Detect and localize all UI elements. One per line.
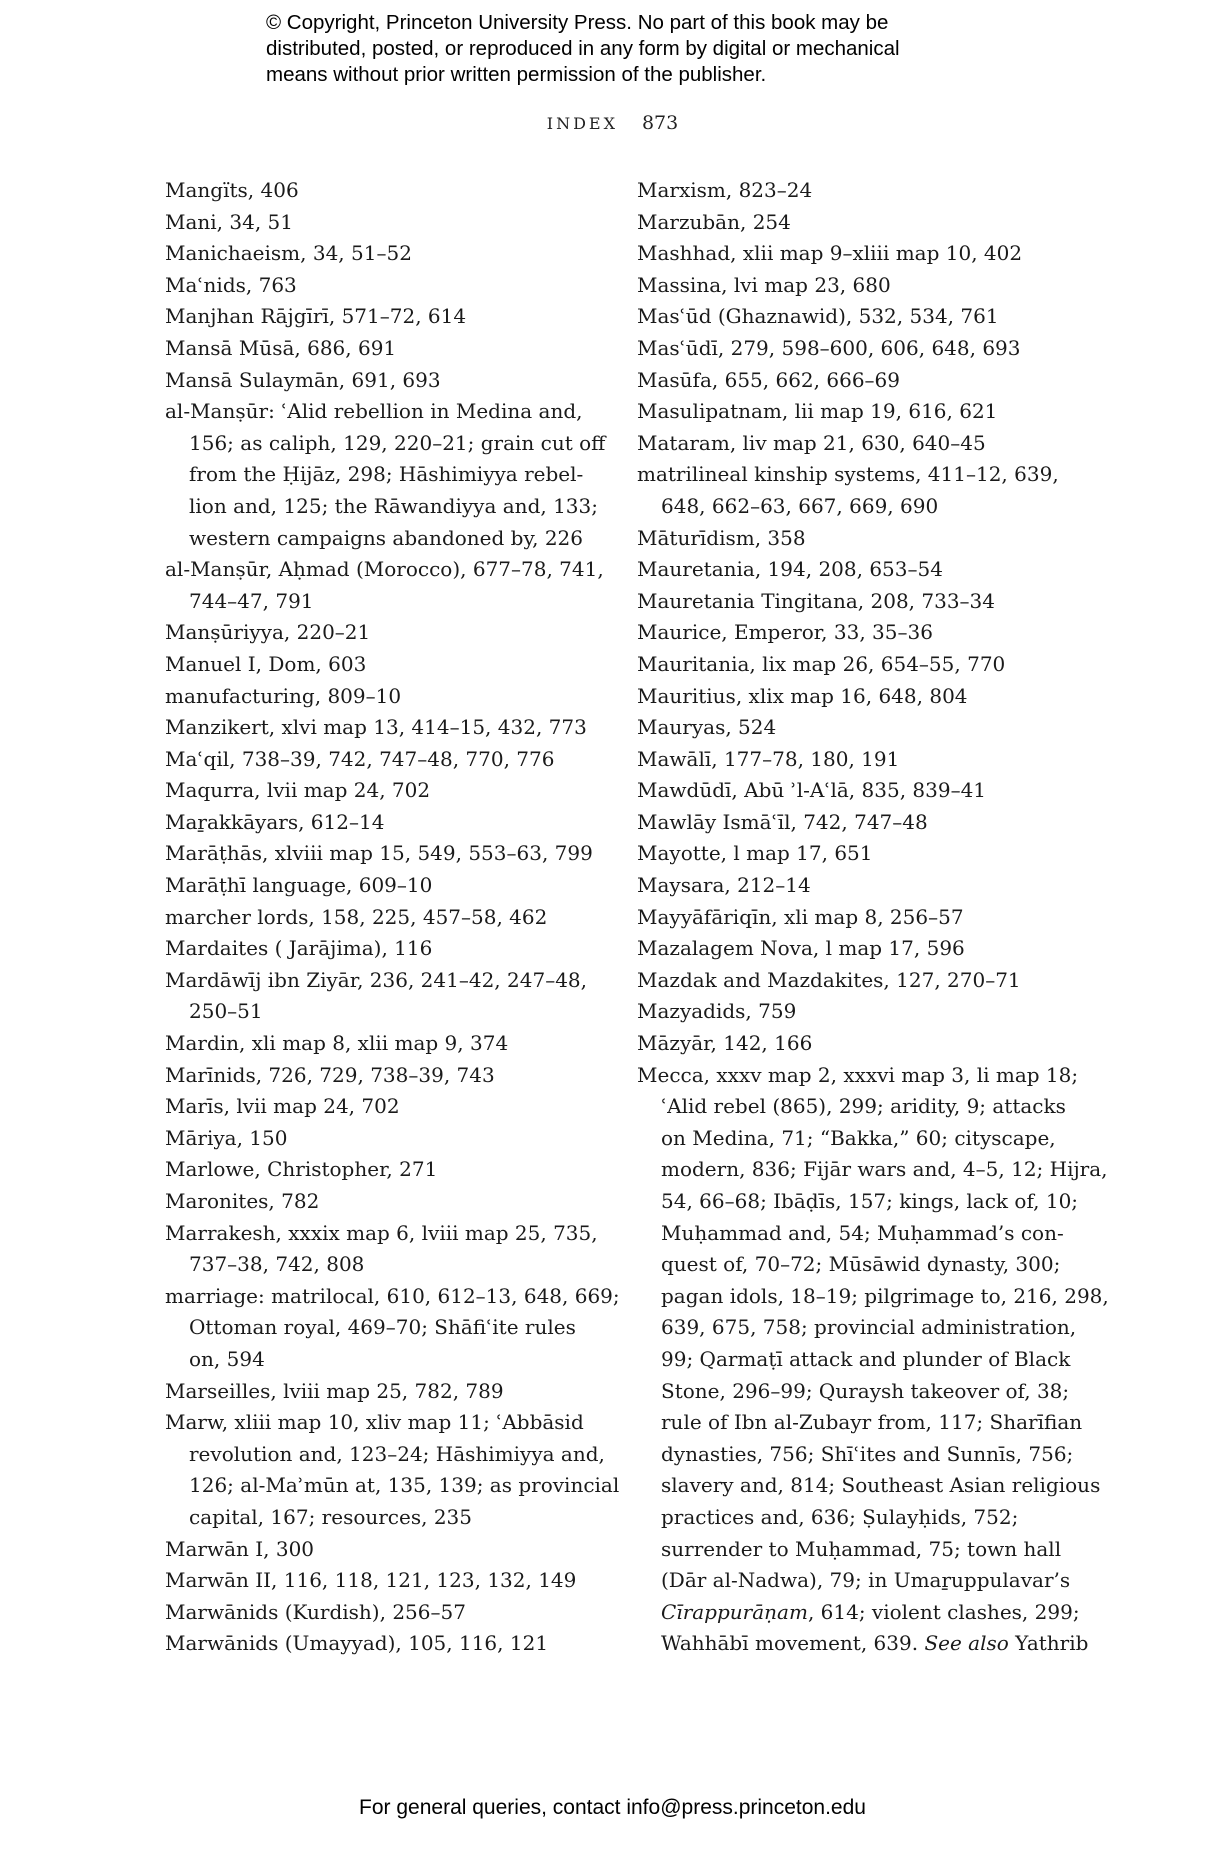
index-entry [637, 617, 1077, 649]
index-entry-line: Mazdak and Mazdakites, 127, 270–71 [637, 967, 1021, 992]
running-head [0, 112, 1225, 134]
index-entry-line: Mansā Sulaymān, 691, 693 [165, 367, 441, 392]
index-entry-line: Mardaites ( Jarājima), 116 [165, 936, 433, 961]
index-entry [637, 681, 1077, 713]
index-entry [165, 933, 615, 965]
index-entry-line: manufacturing, 809–10 [165, 683, 402, 708]
index-entry-line: Mazalagem Nova, l map 17, 596 [637, 936, 965, 961]
index-entry [637, 649, 1077, 681]
index-entry-line: Marāṭhī language, 609–10 [165, 873, 433, 898]
index-entry-line: Mawlāy Ismāʿīl, 742, 747–48 [637, 809, 928, 834]
index-entry [165, 681, 615, 713]
index-entry-line: Mauretania Tingitana, 208, 733–34 [637, 588, 996, 613]
index-entry-line: Cīrappurāṇam, 614; violent clashes, 299; [661, 1599, 1080, 1624]
copyright-notice [266, 10, 1026, 88]
index-entry-line: dynasties, 756; Shīʿites and Sunnīs, 756; [661, 1441, 1074, 1466]
index-entry [165, 175, 615, 207]
index-entry-line: Maysara, 212–14 [637, 873, 811, 898]
index-entry-line: Ottoman royal, 469–70; Shāfiʿite rules [189, 1315, 576, 1340]
index-entry [637, 396, 1077, 428]
index-entry [637, 775, 1077, 807]
index-entry [637, 902, 1077, 934]
index-entry-line: on Medina, 71; “Bakka,” 60; cityscape, [661, 1125, 1056, 1150]
copyright-line: © Copyright, Princeton University Press. No part of this book may be [266, 11, 889, 34]
index-entry-line: Marīnids, 726, 729, 738–39, 743 [165, 1062, 495, 1087]
index-entry [637, 1060, 1109, 1660]
index-entry-line: al-Manṣūr: ʿAlid rebellion in Medina and, [165, 399, 583, 424]
index-entry-line: Wahhābī movement, 639. See also Yathrib [661, 1631, 1089, 1656]
index-entry-line: Mani, 34, 51 [165, 209, 294, 234]
index-entry-line: Maʿnids, 763 [165, 272, 297, 297]
index-entry-line: Māzyār, 142, 166 [637, 1031, 813, 1056]
index-entry-line: Mawdūdī, Abū ʾl-Aʿlā, 835, 839–41 [637, 778, 987, 803]
index-entry-line: Mardāwīj ibn Ziyār, 236, 241–42, 247–48, [165, 967, 588, 992]
index-entry-line: Mayotte, l map 17, 651 [637, 841, 873, 866]
index-entry-line: Mataram, liv map 21, 630, 640–45 [637, 430, 986, 455]
index-entry [165, 965, 615, 1028]
index-entry-line: Mawālī, 177–78, 180, 191 [637, 746, 900, 771]
index-entry [637, 712, 1077, 744]
index-entry-line: 99; Qarmaṭī attack and plunder of Black [661, 1346, 1071, 1371]
index-entry-line: Marlowe, Christopher, 271 [165, 1157, 438, 1182]
index-entry-line: Massina, lvi map 23, 680 [637, 272, 891, 297]
page-number: 873 [641, 112, 679, 134]
index-entry-line: Manzikert, xlvi map 13, 414–15, 432, 773 [165, 715, 587, 740]
index-entry [165, 1534, 615, 1566]
index-entry-line: Marw, xliii map 10, xliv map 11; ʿAbbāsid [165, 1410, 584, 1435]
index-entry [637, 933, 1077, 965]
index-entry-line: Masʿūdī, 279, 598–600, 606, 648, 693 [637, 335, 1021, 360]
index-entry-line: slavery and, 814; Southeast Asian religious [661, 1473, 1101, 1498]
index-entry [165, 207, 615, 239]
index-entry-line: Mauritania, lix map 26, 654–55, 770 [637, 651, 1006, 676]
index-entry [165, 712, 615, 744]
index-entry [165, 744, 615, 776]
index-entry-line: (Dār al-Nadwa), 79; in Umaṟuppulavar’s [661, 1568, 1071, 1593]
index-entry-line: Marwān II, 116, 118, 121, 123, 132, 149 [165, 1568, 577, 1593]
index-entry [165, 1123, 615, 1155]
index-entry-line: Mazyadids, 759 [637, 999, 797, 1024]
index-entry [165, 838, 615, 870]
index-entry-line: surrender to Muḥammad, 75; town hall [661, 1536, 1062, 1561]
index-entry-line: quest of, 70–72; Mūsāwid dynasty, 300; [661, 1252, 1061, 1277]
index-entry [637, 870, 1077, 902]
index-entry-line: practices and, 636; Ṣulayḥids, 752; [661, 1504, 1019, 1529]
index-entry-line: Maʿqil, 738–39, 742, 747–48, 770, 776 [165, 746, 555, 771]
index-entry-line: Maqurra, lvii map 24, 702 [165, 778, 431, 803]
index-entry [165, 1028, 615, 1060]
index-entry [637, 270, 1077, 302]
index-entry [165, 1154, 615, 1186]
index-entry-line: Manṣūriyya, 220–21 [165, 620, 371, 645]
index-entry [637, 807, 1077, 839]
index-entry-line: Marseilles, lviii map 25, 782, 789 [165, 1378, 504, 1403]
index-entry [637, 965, 1077, 997]
index-entry [637, 365, 1077, 397]
index-entry-line: Stone, 296–99; Quraysh takeover of, 38; [661, 1378, 1070, 1403]
index-entry-line: Maurice, Emperor, 33, 35–36 [637, 620, 933, 645]
index-entry [165, 649, 615, 681]
index-entry-line: Mansā Mūsā, 686, 691 [165, 335, 397, 360]
index-entry [637, 333, 1077, 365]
index-entry [637, 301, 1077, 333]
index-entry-line: Marwānids (Kurdish), 256–57 [165, 1599, 466, 1624]
index-entry-line: 639, 675, 758; provincial administration, [661, 1315, 1077, 1340]
index-entry [637, 744, 1077, 776]
index-column-right [637, 175, 1109, 1660]
index-entry [637, 1028, 1077, 1060]
index-entry [165, 1091, 615, 1123]
index-entry-line: Marzubān, 254 [637, 209, 791, 234]
index-entry-line: Maronites, 782 [165, 1189, 320, 1213]
index-entry-line: pagan idols, 18–19; pilgrimage to, 216, 298, [661, 1283, 1109, 1308]
index-entry-line: Masūfa, 655, 662, 666–69 [637, 367, 900, 392]
index-entry-line: capital, 167; resources, 235 [189, 1504, 472, 1529]
index-entry [637, 238, 1077, 270]
index-entry-line: 126; al-Maʾmūn at, 135, 139; as provincial [189, 1473, 620, 1498]
index-entry-line: Marāṭhās, xlviii map 15, 549, 553–63, 799 [165, 841, 593, 866]
copyright-line: distributed, posted, or reproduced in any form by digital or mechanical [266, 37, 900, 60]
index-entry [165, 1565, 615, 1597]
index-entry [165, 1628, 615, 1660]
index-entry-line: Mangïts, 406 [165, 178, 299, 202]
index-entry-line: Masulipatnam, lii map 19, 616, 621 [637, 399, 998, 424]
index-entry-line: Mauretania, 194, 208, 653–54 [637, 557, 943, 582]
index-entry-line: al-Manṣūr, Aḥmad (Morocco), 677–78, 741, [165, 557, 604, 582]
index-entry-line: Marwān I, 300 [165, 1536, 315, 1561]
index-entry-line: Mecca, xxxv map 2, xxxvi map 3, li map 18; [637, 1062, 1079, 1087]
index-entry [165, 270, 615, 302]
index-entry-line: matrilineal kinship systems, 411–12, 639, [637, 462, 1059, 487]
index-entry-line: 250–51 [189, 999, 263, 1024]
index-entry-line: Mauritius, xlix map 16, 648, 804 [637, 683, 968, 708]
index-entry [637, 459, 1077, 522]
index-entry [165, 554, 615, 617]
index-entry [637, 586, 1077, 618]
running-head-label: INDEX [546, 114, 618, 133]
index-entry [165, 396, 615, 554]
index-entry [165, 1218, 615, 1281]
index-entry [637, 428, 1077, 460]
index-entry-line: Manuel I, Dom, 603 [165, 651, 367, 676]
index-entry [637, 207, 1077, 239]
index-entry [637, 838, 1077, 870]
index-entry-line: ʿAlid rebel (865), 299; aridity, 9; attacks [661, 1094, 1066, 1119]
index-entry [165, 1186, 615, 1218]
index-entry [637, 996, 1077, 1028]
index-entry-line: western campaigns abandoned by, 226 [189, 525, 583, 550]
index-entry [637, 554, 1077, 586]
index-entry-line: Māturīdism, 358 [637, 525, 806, 550]
index-entry [165, 1060, 615, 1092]
index-entry [165, 775, 615, 807]
copyright-line: means without prior written permission of the publisher. [266, 63, 767, 86]
index-entry [165, 301, 615, 333]
index-entry-line: Mauryas, 524 [637, 715, 777, 740]
index-entry-line: Maṟakkāyars, 612–14 [165, 809, 385, 834]
index-entry-line: Masʿūd (Ghaznawid), 532, 534, 761 [637, 304, 999, 329]
index-entry [637, 175, 1077, 207]
index-column-left [165, 175, 620, 1660]
index-entry [165, 617, 615, 649]
index-entry-line: Marīs, lvii map 24, 702 [165, 1094, 400, 1119]
index-entry-line: Mashhad, xlii map 9–xliii map 10, 402 [637, 241, 1023, 266]
index-entry-line: 648, 662–63, 667, 669, 690 [661, 493, 939, 518]
index-entry-line: lion and, 125; the Rāwandiyya and, 133; [189, 493, 598, 518]
index-entry [165, 333, 615, 365]
index-entry-line: 156; as caliph, 129, 220–21; grain cut off [189, 430, 606, 455]
index-entry [165, 1281, 620, 1376]
index-entry-line: revolution and, 123–24; Hāshimiyya and, [189, 1441, 605, 1466]
index-entry-line: Manichaeism, 34, 51–52 [165, 241, 412, 266]
index-entry-line: Māriya, 150 [165, 1125, 288, 1150]
index-entry-line: Muḥammad and, 54; Muḥammad’s con- [661, 1220, 1064, 1245]
index-entry [165, 1597, 615, 1629]
index-entry-line: rule of Ibn al-Zubayr from, 117; Sharīfian [661, 1410, 1083, 1435]
index-entry-line: Marxism, 823–24 [637, 178, 813, 202]
index-entry [165, 807, 615, 839]
index-entry-line: modern, 836; Fijār wars and, 4–5, 12; Hijra, [661, 1157, 1108, 1182]
index-entry-line: 744–47, 791 [189, 588, 314, 613]
index-entry-line: on, 594 [189, 1346, 265, 1371]
footer-contact: For general queries, contact info@press.princeton.edu [359, 1796, 866, 1819]
index-entry [165, 902, 615, 934]
index-entry-line: Mayyāfāriqīn, xli map 8, 256–57 [637, 904, 964, 929]
index-entry [165, 870, 615, 902]
index-entry-line: Mardin, xli map 8, xlii map 9, 374 [165, 1031, 509, 1056]
index-entry-line: Marrakesh, xxxix map 6, lviii map 25, 735, [165, 1220, 598, 1245]
index-entry [165, 1407, 620, 1533]
index-entry [637, 523, 1077, 555]
index-entry-line: 737–38, 742, 808 [189, 1252, 365, 1277]
index-entry [165, 365, 615, 397]
index-entry-line: marriage: matrilocal, 610, 612–13, 648, 669; [165, 1283, 620, 1308]
index-entry [165, 1376, 615, 1408]
index-entry-line: marcher lords, 158, 225, 457–58, 462 [165, 904, 548, 929]
index-entry-line: 54, 66–68; Ibāḍīs, 157; kings, lack of, 10; [661, 1189, 1079, 1213]
index-entry-line: Manjhan Rājgīrī, 571–72, 614 [165, 304, 467, 329]
index-entry [165, 238, 615, 270]
index-entry-line: Marwānids (Umayyad), 105, 116, 121 [165, 1631, 549, 1656]
index-entry-line: from the Ḥijāz, 298; Hāshimiyya rebel- [189, 462, 584, 487]
